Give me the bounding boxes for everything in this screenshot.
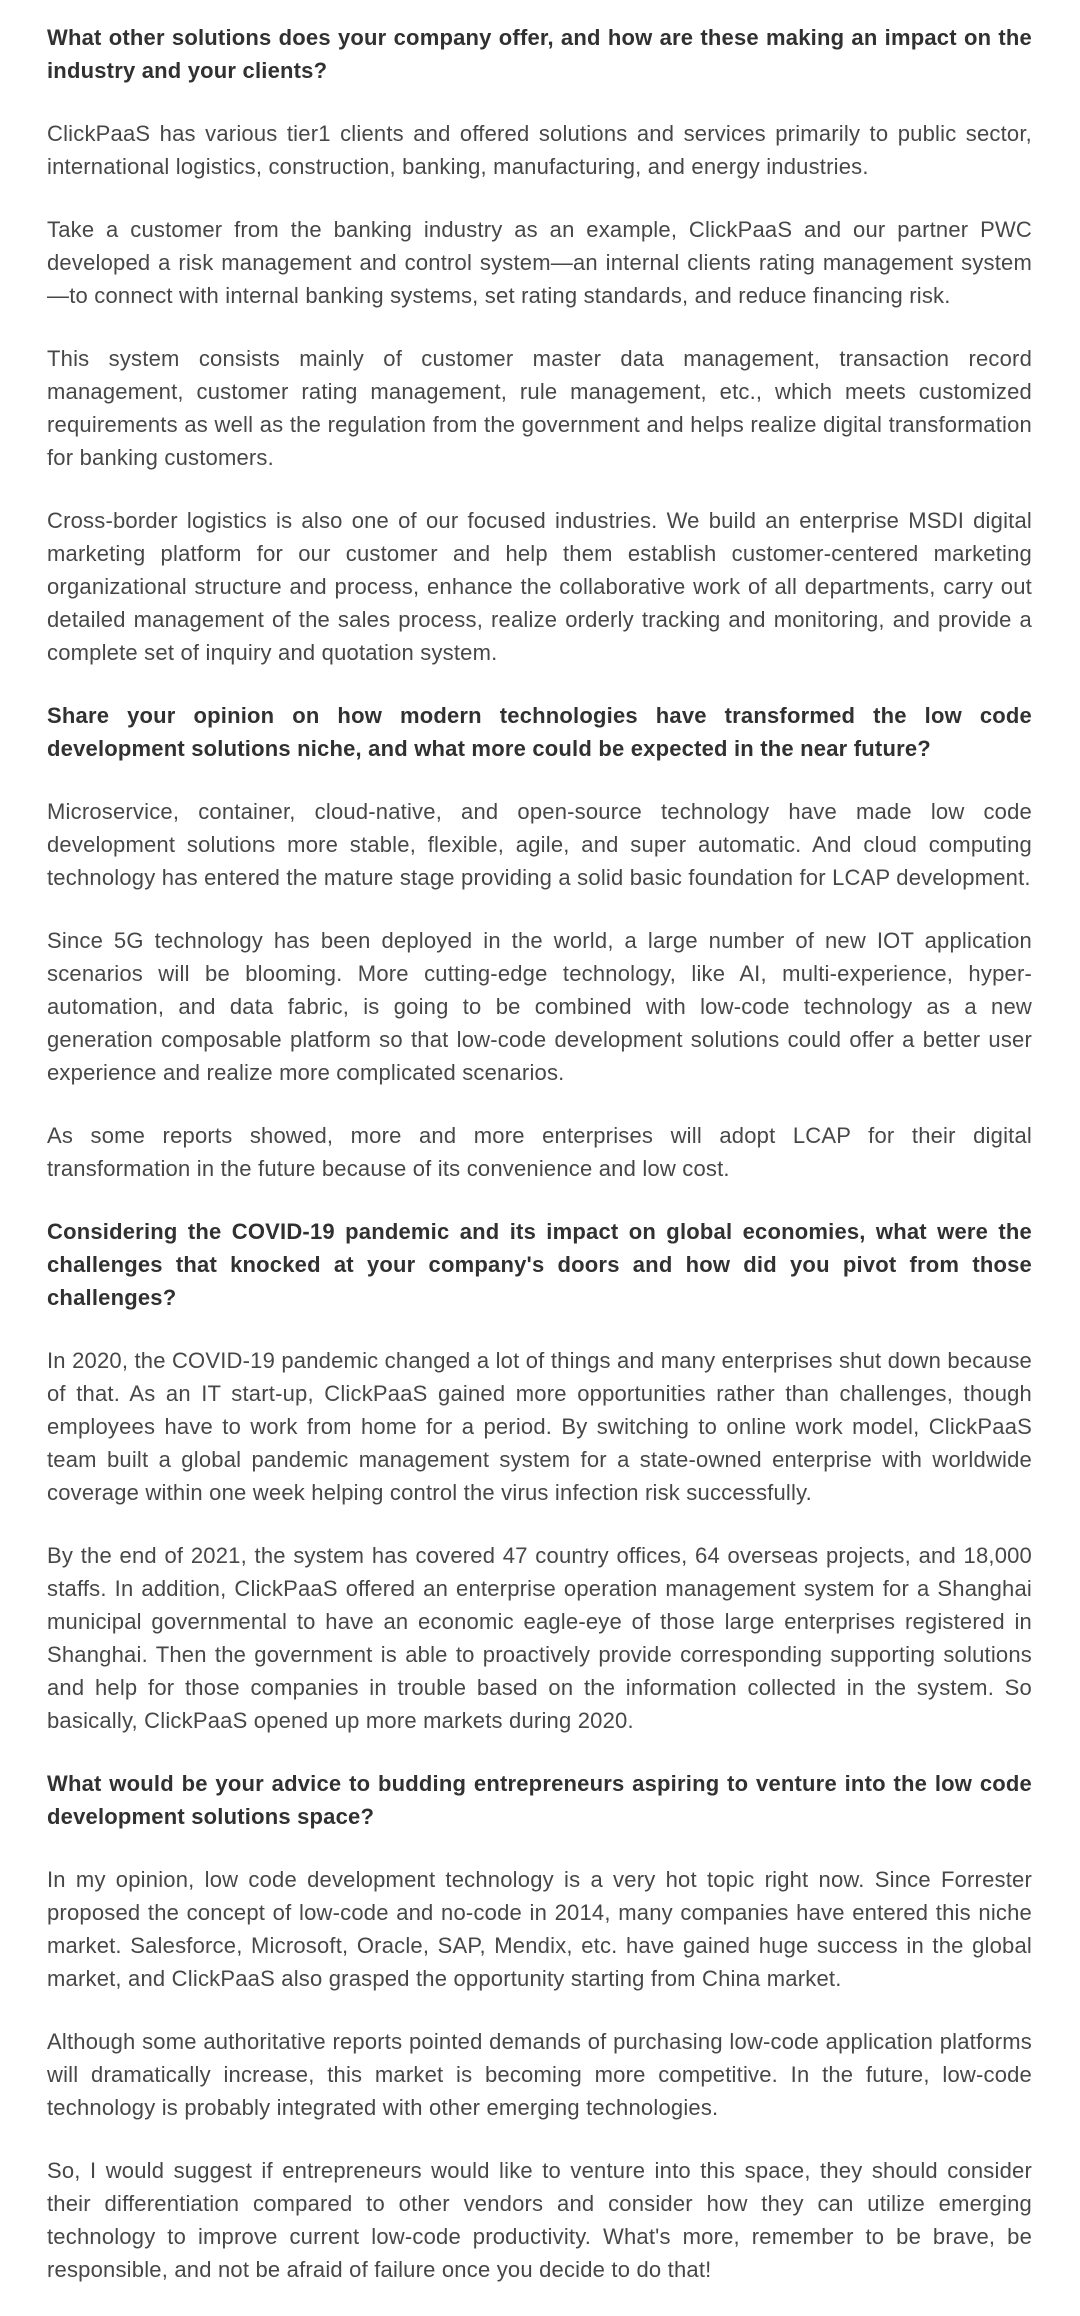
answer-paragraph: Cross-border logistics is also one of our focused industries. We build an enterprise MSDI digital marketing platform for our customer and help them establish customer-centered marketing organizational structure and process, enhance the collaborative work of all departments, carry out detailed management of the sales process, realize orderly tracking and monitoring, and provide a complete set of inquiry and quotation system.: [47, 508, 1032, 665]
answer-paragraph: As some reports showed, more and more enterprises will adopt LCAP for their digital transformation in the future because of its convenience and low cost.: [47, 1123, 1032, 1181]
answer-paragraph: So, I would suggest if entrepreneurs would like to venture into this space, they should consider their differentiation compared to other vendors and consider how they can utilize emerging technology to improve current low-code productivity. What's more, remember to be brave, be responsible, and not be afraid of failure once you decide to do that!: [47, 2158, 1032, 2282]
question-paragraph: Considering the COVID-19 pandemic and its impact on global economies, what were the challenges that knocked at your company's doors and how did you pivot from those challenges?: [47, 1219, 1032, 1310]
question-paragraph: What would be your advice to budding entrepreneurs aspiring to venture into the low code development solutions space?: [47, 1771, 1032, 1829]
answer-paragraph: ClickPaaS has various tier1 clients and offered solutions and services primarily to public sector, international logistics, construction, banking, manufacturing, and energy industries.: [47, 121, 1032, 179]
answer-paragraph: This system consists mainly of customer master data management, transaction record management, customer rating management, rule management, etc., which meets customized requirements as well as the regulation from the government and helps realize digital transformation for banking customers.: [47, 346, 1032, 470]
answer-paragraph: In 2020, the COVID-19 pandemic changed a lot of things and many enterprises shut down because of that. As an IT start-up, ClickPaaS gained more opportunities rather than challenges, though employees have to work from home for a period. By switching to online work model, ClickPaaS team built a global pandemic management system for a state-owned enterprise with worldwide coverage within one week helping control the virus infection risk successfully.: [47, 1348, 1032, 1505]
answer-paragraph: Microservice, container, cloud-native, and open-source technology have made low code development solutions more stable, flexible, agile, and super automatic. And cloud computing technology has entered the mature stage providing a solid basic foundation for LCAP development.: [47, 799, 1032, 890]
answer-paragraph: Since 5G technology has been deployed in the world, a large number of new IOT application scenarios will be blooming. More cutting-edge technology, like AI, multi-experience, hyper-automation, and data fabric, is going to be combined with low-code technology as a new generation composable platform so that low-code development solutions could offer a better user experience and realize more complicated scenarios.: [47, 928, 1032, 1085]
question-paragraph: Share your opinion on how modern technologies have transformed the low code development solutions niche, and what more could be expected in the near future?: [47, 703, 1032, 761]
answer-paragraph: Take a customer from the banking industry as an example, ClickPaaS and our partner PWC developed a risk management and control system—an internal clients rating management system—to connect with internal banking systems, set rating standards, and reduce financing risk.: [47, 217, 1032, 308]
answer-paragraph: In my opinion, low code development technology is a very hot topic right now. Since Forrester proposed the concept of low-code and no-code in 2014, many companies have entered this niche market. Salesforce, Microsoft, Oracle, SAP, Mendix, etc. have gained huge success in the global market, and ClickPaaS also grasped the opportunity starting from China market.: [47, 1867, 1032, 1991]
answer-paragraph: Although some authoritative reports pointed demands of purchasing low-code application platforms will dramatically increase, this market is becoming more competitive. In the future, low-code technology is probably integrated with other emerging technologies.: [47, 2029, 1032, 2120]
answer-paragraph: By the end of 2021, the system has covered 47 country offices, 64 overseas projects, and 18,000 staffs. In addition, ClickPaaS offered an enterprise operation management system for a Shanghai municipal governmental to have an economic eagle-eye of those large enterprises registered in Shanghai. Then the government is able to proactively provide corresponding supporting solutions and help for those companies in trouble based on the information collected in the system. So basically, ClickPaaS opened up more markets during 2020.: [47, 1543, 1032, 1733]
interview-article: [47, 21, 1032, 2286]
question-paragraph: What other solutions does your company offer, and how are these making an impact on the industry and your clients?: [47, 25, 1032, 83]
